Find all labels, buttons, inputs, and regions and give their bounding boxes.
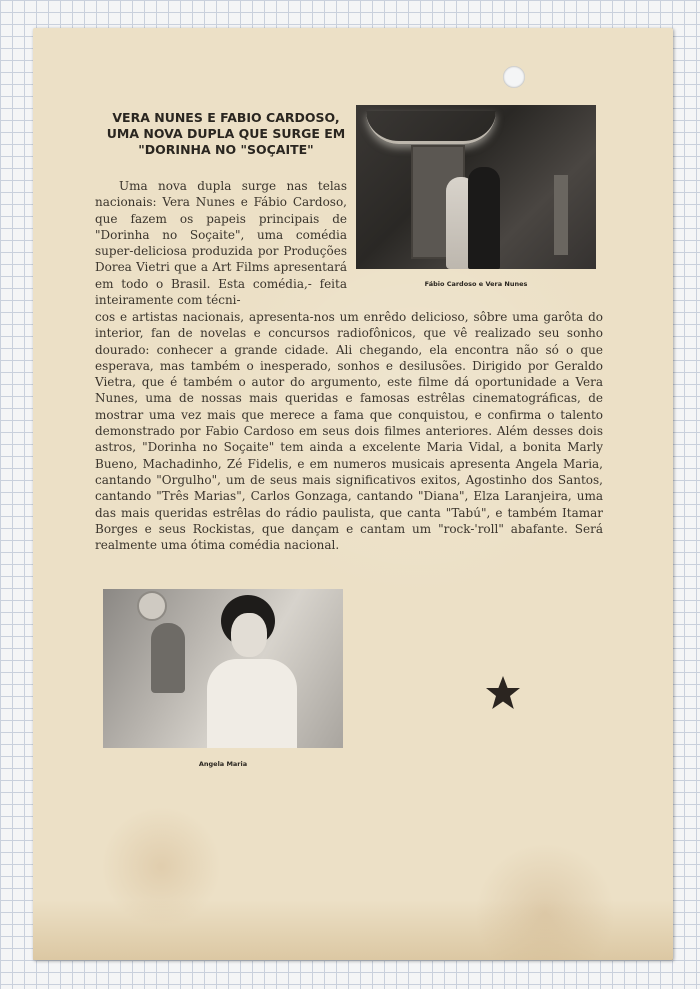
photo2-caption: Angela Maria — [198, 760, 248, 768]
singer-face — [231, 613, 267, 657]
figure-man — [468, 167, 500, 269]
lamp-shape — [554, 175, 568, 255]
intro-paragraph: Uma nova dupla surge nas telas nacionais: Vera Nunes e Fábio Cardoso, que fazem os papeis principais de "Dorinha no Soçaite", uma comédia super-deliciosa produzida por Produções Dorea Vietri que a Art Films apresentará em todo o Brasil. Esta comédia,- feita inteiramente com técni- — [95, 179, 347, 308]
singer-body — [207, 659, 297, 748]
paper-stain — [33, 900, 673, 960]
photo1-caption: Fábio Cardoso e Vera Nunes — [424, 280, 528, 288]
background-figure — [151, 623, 185, 693]
star-icon — [485, 675, 521, 711]
microphone-shape — [137, 591, 167, 621]
document-sheet — [33, 28, 673, 960]
photo-angela-maria — [103, 589, 343, 748]
body-paragraph: cos e artistas nacionais, apresenta-nos um enrêdo delicioso, sôbre uma garôta do interior, fan de novelas e concursos radiofônicos, que vê realizado seu sonho dourado: conhecer a grande cidade. Ali chegando, ela encontra não só o que esperava, mas também o inesperado, sonhos e desilusões. Dirigido por Geraldo Vietra, que é também o autor do argumento, este filme dá oportunidade a Vera Nunes, uma de nossas mais queridas e famosas estrêlas cinematográficas, de mostrar uma vez mais que merece a fama que conquistou, e confirma o talento demonstrado por Fabio Cardoso em seus dois filmes anteriores. Além desses dois astros, "Dorinha no Soçaite" tem ainda a excelente Maria Vidal, a bonita Marly Bueno, Machadinho, Zé Fidelis, e em numeros musicais apresenta Angela Maria, cantando "Orgulho", um de seus mais significativos exitos, Agostinho dos Santos, cantando "Três Marias", Carlos Gonzaga, cantando "Diana", Elza Laranjeira, uma das mais queridas estrêlas do rádio paulista, que canta "Tabú", e também Itamar Borges e seus Rockistas, que dançam e cantam um "rock-'roll" abafante. Será realmente uma ótima comédia nacional. — [95, 310, 603, 553]
photo-fabio-vera — [356, 105, 596, 269]
chandelier-shape — [366, 111, 496, 144]
headline: VERA NUNES E FABIO CARDOSO, UMA NOVA DUPLA QUE SURGE EM "DORINHA NO "SOÇAITE" — [106, 110, 346, 157]
punch-hole — [503, 66, 525, 88]
